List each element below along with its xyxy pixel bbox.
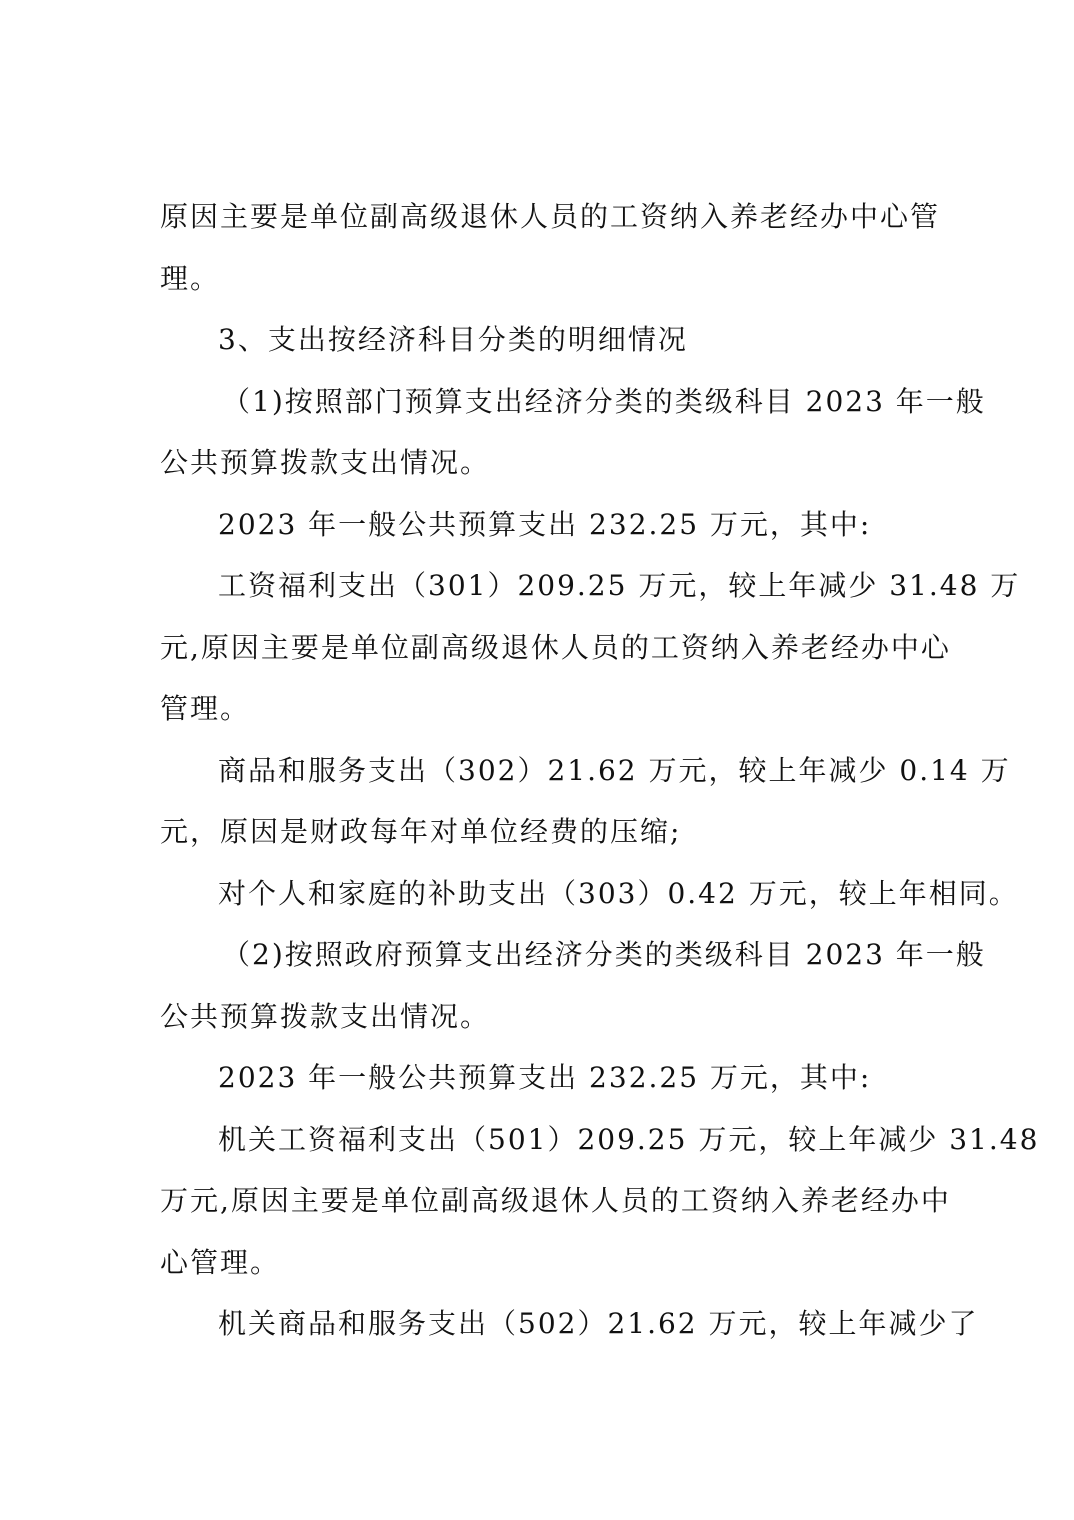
text-line: 心管理。 — [160, 1245, 281, 1279]
text-line: 原因主要是单位副高级退休人员的工资纳入养老经办中心管 — [160, 200, 941, 233]
text-line: 2023 年一般公共预算支出 232.25 万元，其中: — [218, 1061, 872, 1094]
text-line: 公共预算拨款支出情况。 — [160, 446, 491, 479]
text-line: 2023 年一般公共预算支出 232.25 万元，其中: — [218, 507, 872, 541]
text-line: 公共预算拨款支出情况。 — [160, 999, 491, 1033]
text-line: 元，原因是财政每年对单位经费的压缩; — [160, 815, 682, 848]
text-line: 万元,原因主要是单位副高级退休人员的工资纳入养老经办中 — [160, 1184, 951, 1217]
text-line: 理。 — [160, 261, 221, 295]
text-line: 元,原因主要是单位副高级退休人员的工资纳入养老经办中心 — [160, 630, 951, 664]
document-body — [160, 186, 1040, 1355]
text-line: 机关工资福利支出（501）209.25 万元，较上年减少 31.48 — [218, 1122, 1040, 1156]
section-heading: 3、支出按经济科目分类的明细情况 — [218, 323, 688, 356]
subsection-heading: （2)按照政府预算支出经济分类的类级科目 2023 年一般 — [222, 938, 986, 971]
text-line: 工资福利支出（301）209.25 万元，较上年减少 31.48 万 — [218, 569, 1021, 602]
text-line: 机关商品和服务支出（502）21.62 万元，较上年减少了 — [218, 1307, 979, 1340]
text-line: 商品和服务支出（302）21.62 万元，较上年减少 0.14 万 — [218, 753, 1011, 787]
text-line: 管理。 — [160, 692, 251, 725]
subsection-heading: （1)按照部门预算支出经济分类的类级科目 2023 年一般 — [222, 384, 986, 418]
text-line: 对个人和家庭的补助支出（303）0.42 万元，较上年相同。 — [218, 876, 1019, 910]
